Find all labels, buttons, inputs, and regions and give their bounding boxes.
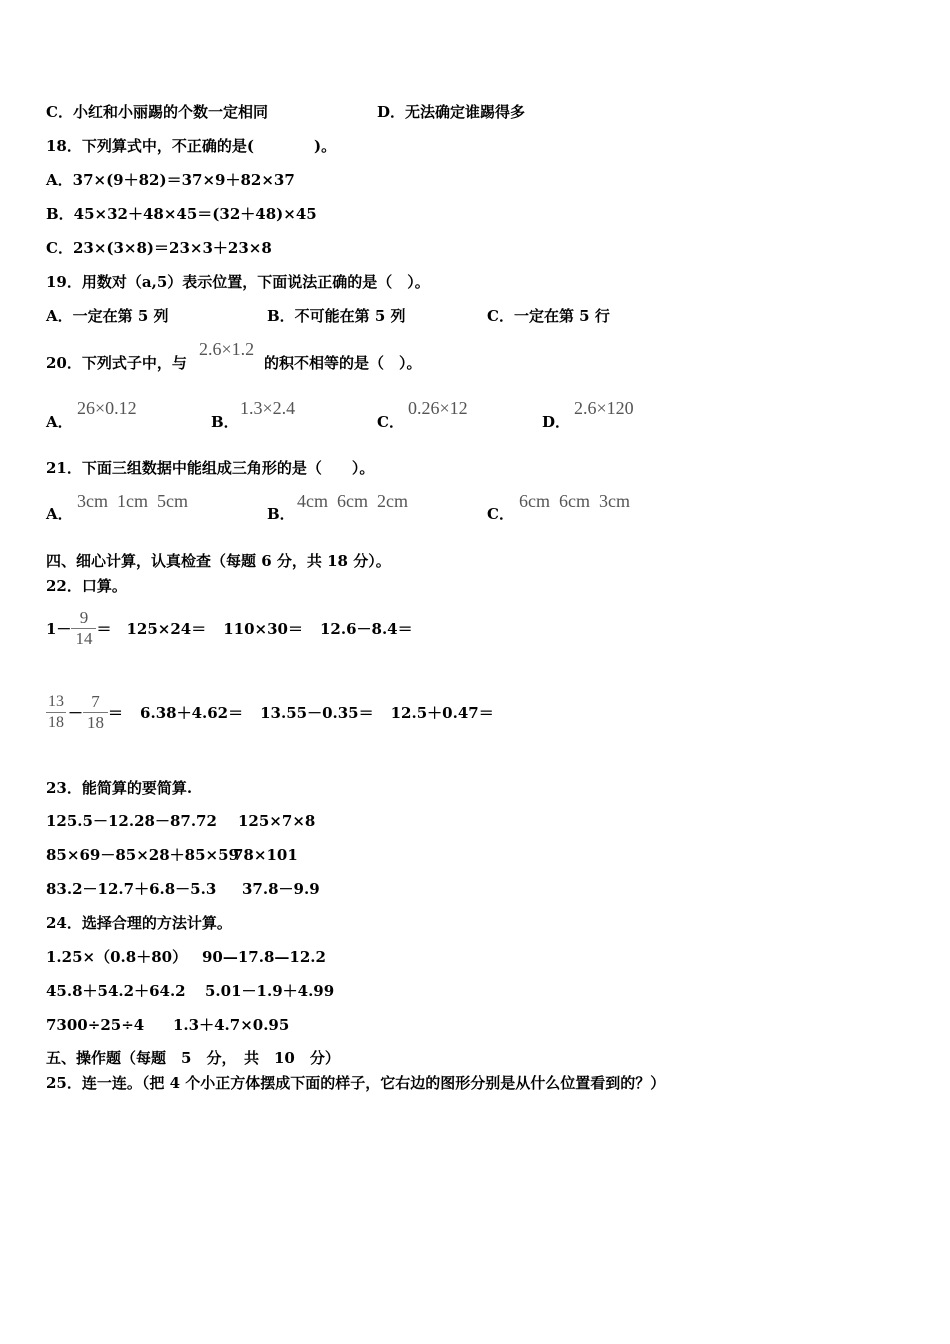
q18-option-c: C．23×(3×8)＝23×3＋23×8: [46, 239, 272, 257]
q22-row2-minus: －: [68, 703, 84, 722]
q22-row1-equals: ＝: [96, 619, 112, 638]
fraction-numerator: 13: [48, 693, 64, 710]
q24-row-2-left: 45.8＋54.2＋64.2: [46, 982, 186, 1000]
section4-heading: 四、细心计算，认真检查（每题 6 分，共 18 分）。: [46, 552, 391, 570]
q22-row2-fraction-1: [46, 692, 66, 733]
q21-label-b: B．: [267, 505, 295, 523]
q20-expr-a: 26×0.12: [77, 398, 137, 418]
q21-expr-a: 3cm 1cm 5cm: [77, 491, 188, 511]
q22-row2-fraction-2: [83, 692, 108, 733]
q24-row-2-right: 5.01－1.9＋4.99: [205, 982, 335, 1000]
fraction-denominator: 18: [87, 713, 105, 732]
q22-row1: [46, 608, 413, 649]
q20-stem-suffix: 的积不相等的是（ ）。: [264, 354, 422, 372]
q23-row-2-right: 78×101: [233, 846, 298, 864]
q23-row-2-left: 85×69－85×28＋85×59: [46, 846, 239, 864]
q20-expr-c: 0.26×12: [408, 398, 468, 418]
q23-row-1-left: 125.5－12.28－87.72: [46, 812, 217, 830]
q25-stem: 25．连一连。（把 4 个小正方体摆成下面的样子，它右边的图形分别是从什么位置看到的？）: [46, 1074, 666, 1092]
fraction-numerator: 9: [79, 608, 89, 627]
q23-stem: 23．能简算的要简算.: [46, 779, 193, 797]
q18-stem: 18．下列算式中，不正确的是( )。: [46, 137, 337, 155]
q22-row1-item-2: 110×30＝: [223, 619, 303, 638]
fraction-numerator: 7: [91, 692, 100, 711]
q18-option-a: A．37×(9＋82)＝37×9＋82×37: [46, 171, 295, 189]
q20-label-b: B．: [211, 413, 239, 431]
q22-row1-item-1: 125×24＝: [126, 619, 207, 638]
q21-label-c: C．: [487, 505, 514, 523]
q22-row2-item-2: 13.55－0.35＝: [260, 703, 374, 722]
q24-row-1-left: 1.25×（0.8＋80）: [46, 948, 188, 966]
q20-expr-d: 2.6×120: [574, 398, 634, 418]
q22-stem: 22．口算。: [46, 577, 127, 595]
q23-row-3-left: 83.2－12.7＋6.8－5.3: [46, 880, 217, 898]
q22-row2-item-3: 12.5＋0.47＝: [390, 703, 494, 722]
q23-row-1-right: 125×7×8: [238, 812, 316, 830]
q19-option-b: B．不可能在第 5 列: [267, 307, 406, 325]
q18-option-b: B．45×32＋48×45＝(32＋48)×45: [46, 205, 317, 223]
q21-stem: 21．下面三组数据中能组成三角形的是（ ）。: [46, 459, 375, 477]
fraction-denominator: 18: [48, 714, 64, 731]
q24-row-3-right: 1.3＋4.7×0.95: [173, 1016, 290, 1034]
q20-stem-prefix: 20．下列式子中，与: [46, 354, 187, 372]
q21-expr-c: 6cm 6cm 3cm: [519, 491, 630, 511]
q24-row-3-left: 7300÷25÷4: [46, 1016, 145, 1034]
q24-stem: 24．选择合理的方法计算。: [46, 914, 232, 932]
q20-label-d: D．: [542, 413, 571, 431]
q23-row-3-right: 37.8－9.9: [242, 880, 320, 898]
q22-row2-equals: ＝: [108, 703, 124, 722]
q24-row-1-right: 90—17.8—12.2: [202, 948, 326, 966]
q21-label-a: A．: [46, 505, 73, 523]
q20-expr-b: 1.3×2.4: [240, 398, 296, 418]
q21-expr-b: 4cm 6cm 2cm: [297, 491, 408, 511]
q22-row1-fraction: [71, 608, 96, 649]
q20-label-c: C．: [377, 413, 404, 431]
q19-option-a: A．一定在第 5 列: [46, 307, 169, 325]
q20-label-a: A．: [46, 413, 73, 431]
q19-stem: 19．用数对（a,5）表示位置，下面说法正确的是（ ）。: [46, 273, 430, 291]
q22-row1-item-3: 12.6－8.4＝: [319, 619, 413, 638]
q22-row2-item-1: 6.38＋4.62＝: [140, 703, 244, 722]
q20-expr: 2.6×1.2: [199, 339, 255, 359]
q17-option-d: D．无法确定谁踢得多: [377, 103, 526, 121]
q17-option-c: C．小红和小丽踢的个数一定相同: [46, 103, 268, 121]
section5-heading: 五、操作题（每题 5 分， 共 10 分）: [46, 1049, 340, 1067]
q22-row1-prefix: 1－: [46, 619, 72, 638]
q22-row2: [46, 692, 494, 733]
q19-option-c: C．一定在第 5 行: [487, 307, 610, 325]
fraction-denominator: 14: [75, 629, 93, 648]
